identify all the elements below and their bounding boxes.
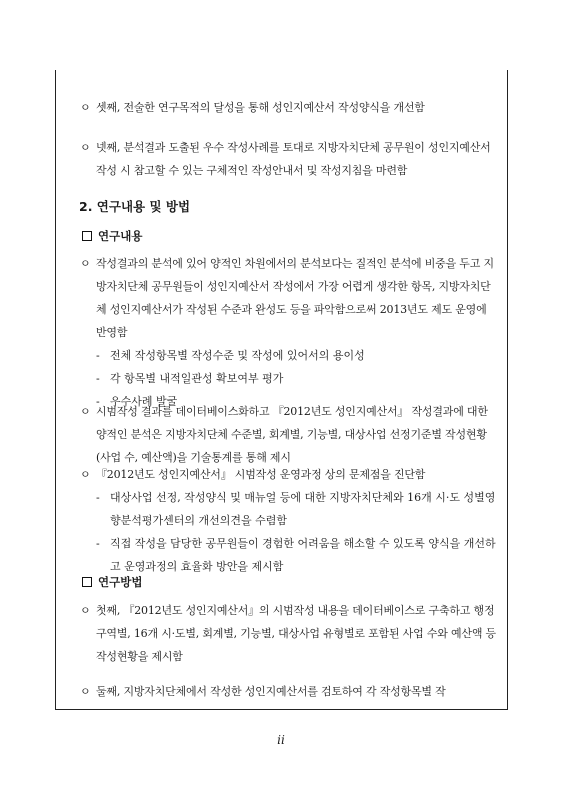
page-number: ii (277, 733, 285, 747)
circle-bullet-icon: ㅇ (80, 257, 91, 270)
dash-item: - 각 항목별 내적일관성 확보여부 평가 (96, 372, 284, 385)
intro-item-4: ㅇ 넷째, 분석결과 도출된 우수 작성사례를 토대로 지방자치단체 공무원이 성인지예산서 작성 시 참고할 수 있는 구체적인 작성안내서 및 작성지침을 마련함 (80, 136, 500, 182)
circle-bullet-icon: ㅇ (80, 604, 91, 617)
subsection-content-title: 연구내용 (82, 228, 142, 244)
content-para-2: ㅇ 시범작성 결과를 데이터베이스화하고 『2012년도 성인지예산서』 작성결과에 대한 양적인 분석은 지방자치단체 수준별, 회계별, 기능별, 대상사업 선정기준별 작성현황(사업 수, 예산액)을 기술통계를 통해 제시 (80, 400, 500, 469)
intro-item-3: ㅇ 셋째, 전술한 연구목적의 달성을 통해 성인지예산서 작성양식을 개선함 (80, 96, 500, 119)
dash-item: - 전체 작성항목별 작성수준 및 작성에 있어서의 용이성 (96, 349, 365, 362)
circle-bullet-icon: ㅇ (80, 468, 91, 481)
method-para-1: ㅇ 첫째, 『2012년도 성인지예산서』의 시범작성 내용을 데이터베이스로 구축하고 행정구역별, 16개 시·도별, 회계별, 기능별, 대상사업 유형별로 포함된 사업 수와 예산액 등 작성현황을 제시함 (80, 599, 500, 668)
dash-item: - 직접 작성을 담당한 공무원들이 경험한 어려움을 해소할 수 있도록 양식을 개선하고 운영과정의 효율화 방안을 제시함 (96, 537, 496, 573)
section-title: 2. 연구내용 및 방법 (79, 199, 191, 214)
checkbox-square-icon (82, 577, 92, 587)
dash-item: - 우수사례 발굴 (96, 395, 178, 408)
content-para-3: ㅇ 『2012년도 성인지예산서』 시범작성 운영과정 상의 문제점을 진단함 - 대상사업 선정, 작성양식 및 매뉴얼 등에 대한 지방자치단체와 16개 시·도 성별영향분석평가센터의 개선의견을 수렴함 - 직접 작성을 담당한 공무원들이 경험한 어려움을 해소할 수 있도록 양식을 개선하고 운영과정의 효율화 방안을 제시함 (80, 463, 500, 578)
circle-bullet-icon: ㅇ (80, 141, 91, 154)
content-para-1: ㅇ 작성결과의 분석에 있어 양적인 차원에서의 분석보다는 질적인 분석에 비중을 두고 지방자치단체 공무원들이 성인지예산서 작성에서 가장 어렵게 생각한 항목, 지방자치단체 성인지예산서가 작성된 수준과 완성도 등을 파악함으로써 2013년도 제도 운영에 반영함 - 전체 작성항목별 작성수준 및 작성에 있어서의 용이성 - 각 항목별 내적일관성 확보여부 평가 - 우수사례 발굴 (80, 252, 500, 413)
subsection-method-title: 연구방법 (82, 574, 142, 590)
method-para-2: ㅇ 둘째, 지방자치단체에서 작성한 성인지예산서를 검토하여 각 작성항목별 작 (80, 680, 500, 703)
circle-bullet-icon: ㅇ (80, 685, 91, 698)
checkbox-square-icon (82, 231, 92, 241)
circle-bullet-icon: ㅇ (80, 405, 91, 418)
circle-bullet-icon: ㅇ (80, 101, 91, 114)
dash-item: - 대상사업 선정, 작성양식 및 매뉴얼 등에 대한 지방자치단체와 16개 시·도 성별영향분석평가센터의 개선의견을 수렴함 (96, 491, 496, 527)
